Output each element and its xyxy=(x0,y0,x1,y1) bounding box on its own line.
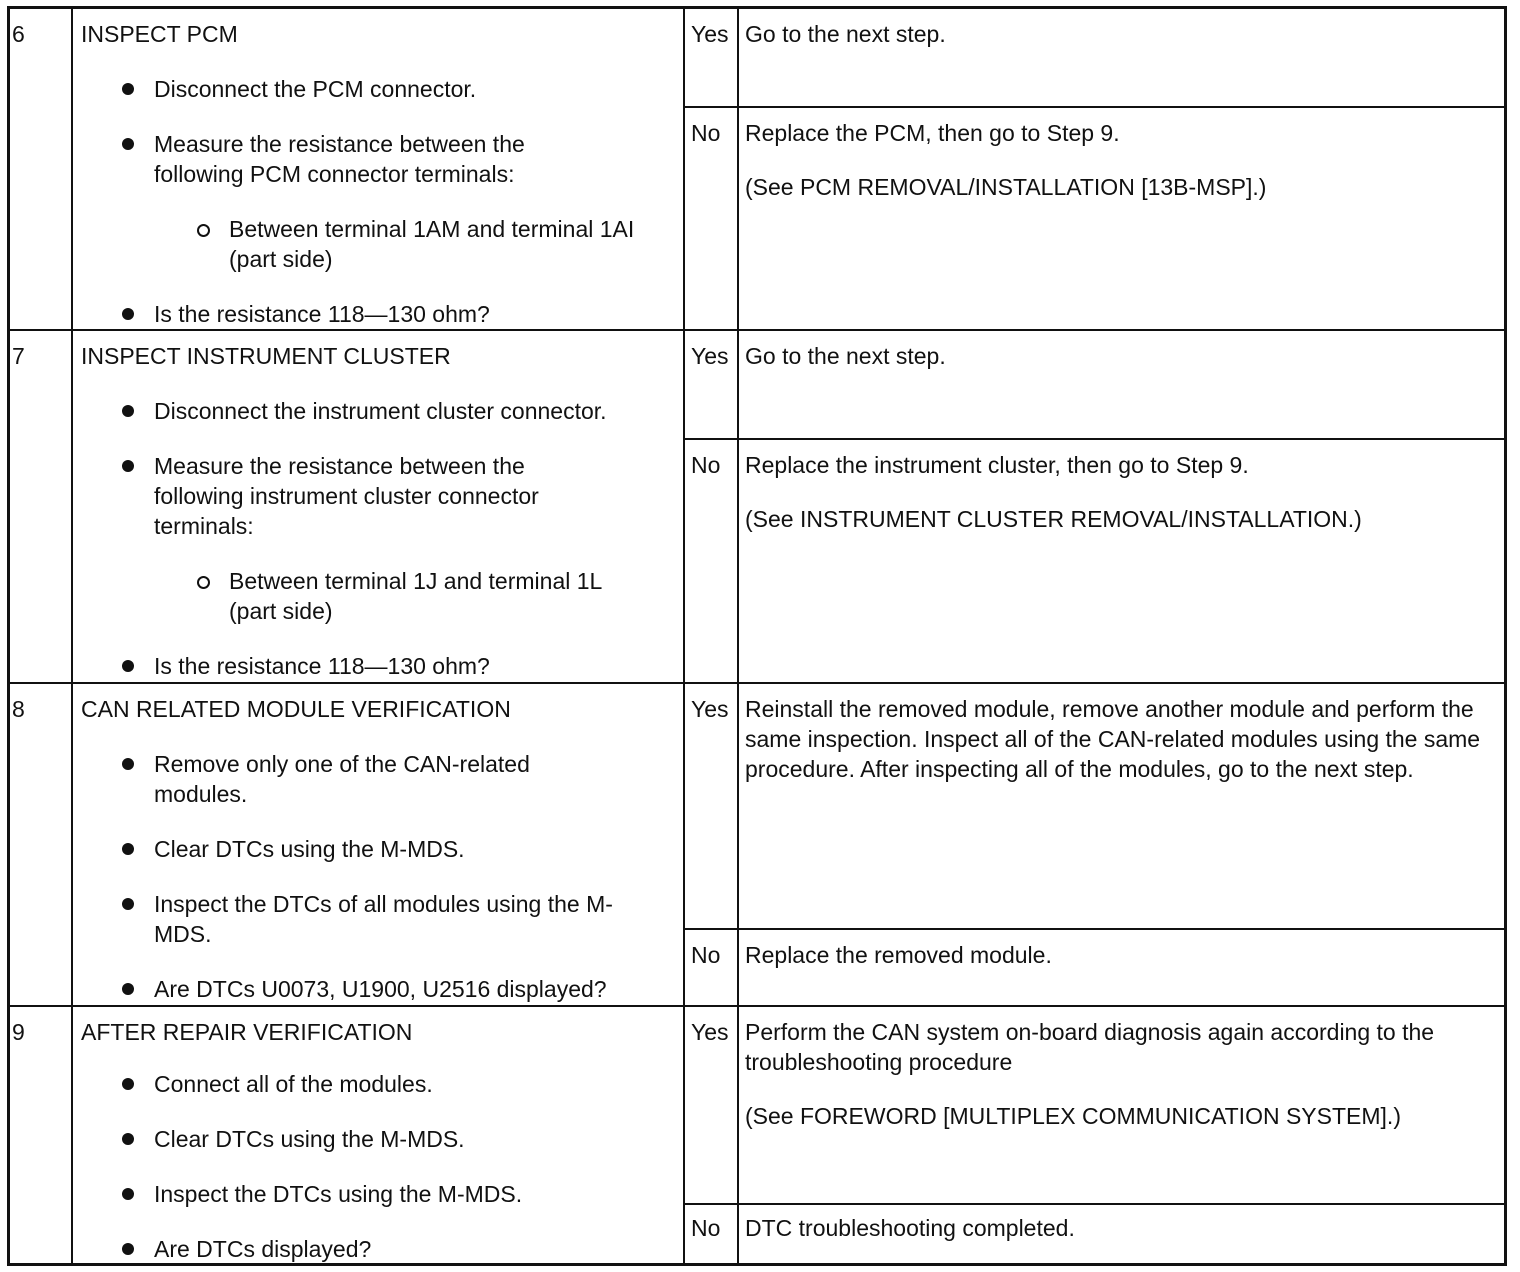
sub-bullet-item: Between terminal 1J and terminal 1L (part side) xyxy=(229,566,619,626)
bullet-item: Clear DTCs using the M-MDS. xyxy=(154,834,654,864)
yes-text xyxy=(745,694,1496,808)
step-number: 7 xyxy=(12,343,25,369)
table-row-step-6 xyxy=(10,9,1504,329)
no-result xyxy=(685,438,1504,682)
yes-label-cell xyxy=(685,1007,739,1203)
no-text xyxy=(745,1213,1496,1267)
yes-result xyxy=(685,1007,1504,1203)
no-paragraph: Replace the PCM, then go to Step 9. xyxy=(745,120,1120,146)
action-cell xyxy=(73,1007,685,1263)
no-label: No xyxy=(691,942,721,968)
no-text xyxy=(745,940,1496,994)
action-cell xyxy=(73,684,685,1005)
step-number: 8 xyxy=(12,696,25,722)
yes-text xyxy=(745,341,1496,395)
bullet-item: Are DTCs U0073, U1900, U2516 displayed? xyxy=(154,974,654,1004)
no-label: No xyxy=(691,120,721,146)
step-cell xyxy=(10,9,73,329)
no-text xyxy=(745,118,1496,226)
step-cell xyxy=(10,1007,73,1263)
result-cell xyxy=(685,684,1504,1005)
bullet-item: Disconnect the PCM connector. xyxy=(154,74,654,104)
yes-text xyxy=(745,19,1496,73)
yes-paragraph: Go to the next step. xyxy=(745,21,946,47)
no-paragraph: Replace the removed module. xyxy=(745,942,1052,968)
bullet-item: Are DTCs displayed? xyxy=(154,1234,654,1264)
action-cell xyxy=(73,331,685,682)
yes-paragraph: (See FOREWORD [MULTIPLEX COMMUNICATION SYSTEM].) xyxy=(745,1103,1401,1129)
result-cell xyxy=(685,331,1504,682)
no-label-cell xyxy=(685,930,739,1005)
bullet-item: Inspect the DTCs of all modules using the M-MDS. xyxy=(154,889,634,949)
no-paragraph: DTC troubleshooting completed. xyxy=(745,1215,1075,1241)
step-title: INSPECT PCM xyxy=(81,21,238,47)
no-paragraph: (See INSTRUMENT CLUSTER REMOVAL/INSTALLATION.) xyxy=(745,506,1362,532)
step-title: AFTER REPAIR VERIFICATION xyxy=(81,1019,413,1045)
no-paragraph: (See PCM REMOVAL/INSTALLATION [13B-MSP].) xyxy=(745,174,1267,200)
yes-text xyxy=(745,1017,1496,1155)
table-row-step-8 xyxy=(10,682,1504,1005)
yes-result xyxy=(685,331,1504,438)
step-cell xyxy=(10,331,73,682)
yes-label: Yes xyxy=(691,696,729,722)
yes-paragraph: Perform the CAN system on-board diagnosis again according to the troubleshooting procedure xyxy=(745,1019,1435,1075)
yes-label-cell xyxy=(685,684,739,928)
no-paragraph: Replace the instrument cluster, then go to Step 9. xyxy=(745,452,1249,478)
no-text xyxy=(745,450,1496,558)
no-result xyxy=(685,1203,1504,1263)
yes-label: Yes xyxy=(691,343,729,369)
result-cell xyxy=(685,9,1504,329)
no-label-cell xyxy=(685,108,739,329)
table-row-step-7 xyxy=(10,329,1504,682)
yes-label: Yes xyxy=(691,1019,729,1045)
step-number: 6 xyxy=(12,21,25,47)
bullet-item: Measure the resistance between the following instrument cluster connector terminals: xyxy=(154,451,604,541)
bullet-item: Is the resistance 118—130 ohm? xyxy=(154,299,654,329)
no-label-cell xyxy=(685,440,739,682)
no-label-cell xyxy=(685,1205,739,1263)
step-title: INSPECT INSTRUMENT CLUSTER xyxy=(81,343,451,369)
step-cell xyxy=(10,684,73,1005)
bullet-item: Clear DTCs using the M-MDS. xyxy=(154,1124,654,1154)
bullet-item: Measure the resistance between the following PCM connector terminals: xyxy=(154,129,584,189)
bullet-item: Inspect the DTCs using the M-MDS. xyxy=(154,1179,654,1209)
yes-label-cell xyxy=(685,9,739,106)
bullet-item: Disconnect the instrument cluster connector. xyxy=(154,396,654,426)
step-number: 9 xyxy=(12,1019,25,1045)
yes-paragraph: Reinstall the removed module, remove another module and perform the same inspection. Inspect all of the CAN-related modules using the same procedure. After inspecting all of the modules, go to the next step. xyxy=(745,696,1481,782)
bullet-item: Connect all of the modules. xyxy=(154,1069,654,1099)
bullet-item: Remove only one of the CAN-related modules. xyxy=(154,749,584,809)
no-result xyxy=(685,928,1504,1005)
sub-bullet-item: Between terminal 1AM and terminal 1AI (part side) xyxy=(229,214,639,274)
yes-result xyxy=(685,9,1504,106)
table-row-step-9 xyxy=(10,1005,1504,1263)
yes-label-cell xyxy=(685,331,739,438)
diagnostic-table xyxy=(7,6,1507,1266)
action-cell xyxy=(73,9,685,329)
no-result xyxy=(685,106,1504,329)
no-label: No xyxy=(691,1215,721,1241)
yes-paragraph: Go to the next step. xyxy=(745,343,946,369)
no-label: No xyxy=(691,452,721,478)
yes-result xyxy=(685,684,1504,928)
bullet-item: Is the resistance 118—130 ohm? xyxy=(154,651,654,681)
result-cell xyxy=(685,1007,1504,1263)
step-title: CAN RELATED MODULE VERIFICATION xyxy=(81,696,511,722)
yes-label: Yes xyxy=(691,21,729,47)
